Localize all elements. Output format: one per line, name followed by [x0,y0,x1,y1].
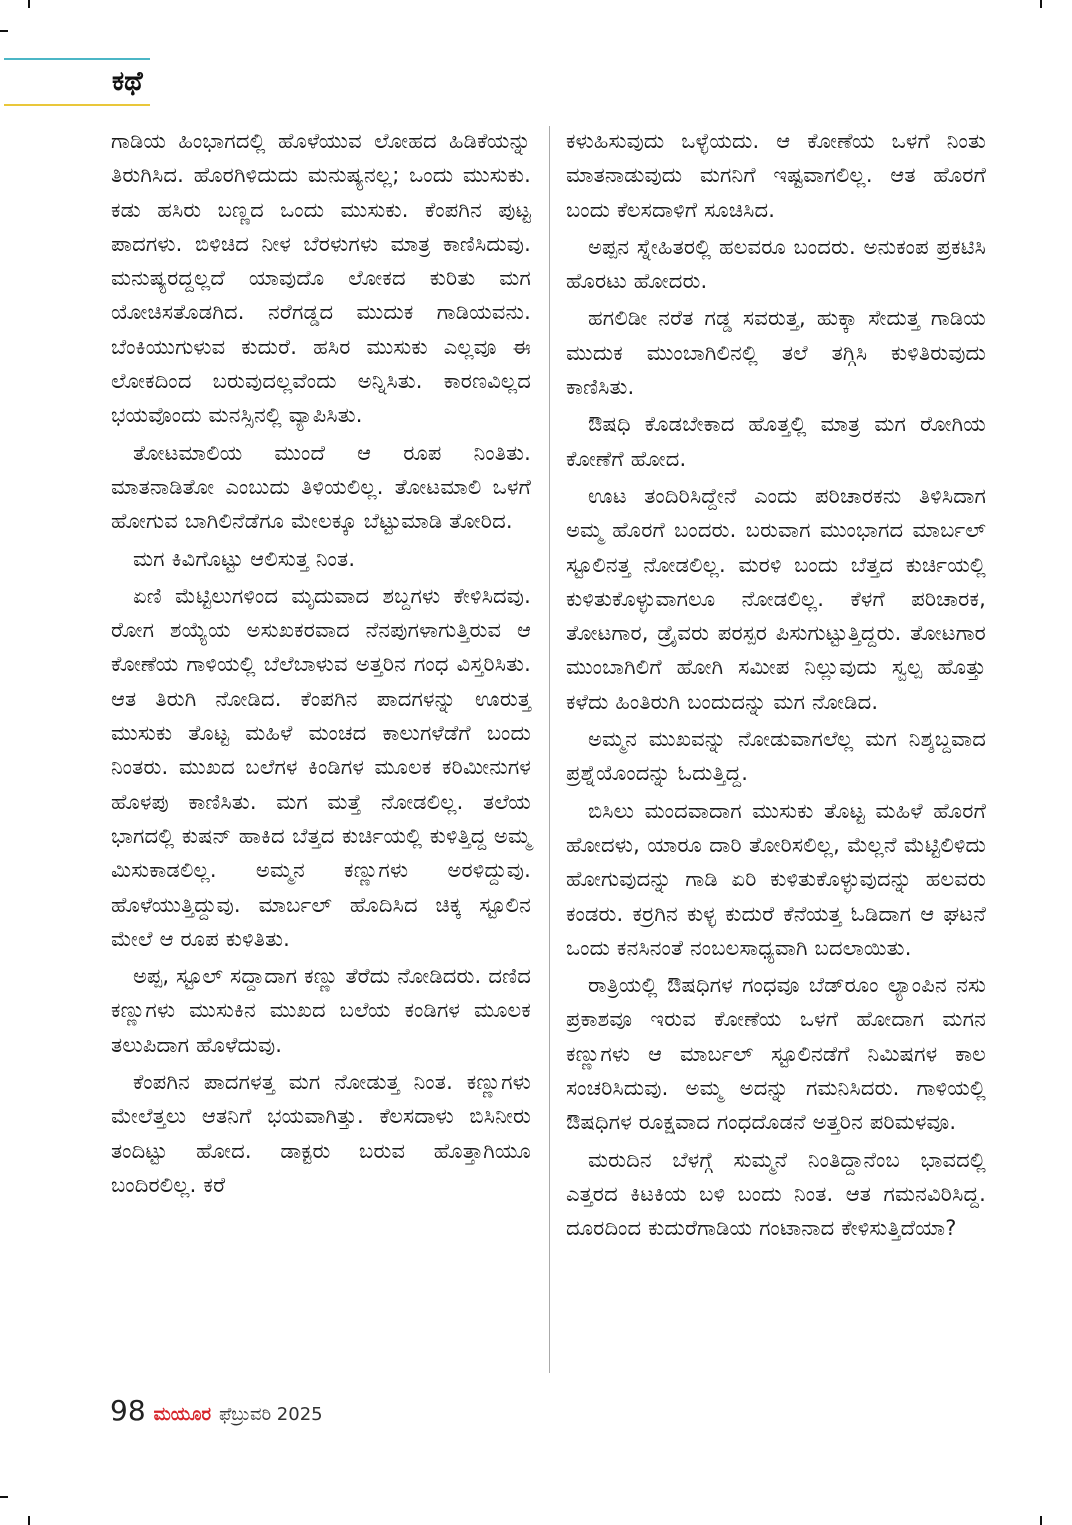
left-column [111,124,531,1205]
paragraph: ರಾತ್ರಿಯಲ್ಲಿ ಔಷಧಿಗಳ ಗಂಧವೂ ಬೆಡ್‌ರೂಂ ಲ್ಯಾಂಪಿನ ನಸು ಪ್ರಕಾಶವೂ ಇರುವ ಕೋಣೆಯ ಒಳಗೆ ಹೋದಾಗ ಮಗನ ಕಣ್ಣುಗಳು ಆ ಮಾರ್ಬಲ್ ಸ್ಟೂಲಿನಡೆಗೆ ನಿಮಿಷಗಳ ಕಾಲ ಸಂಚರಿಸಿದುವು. ಅಮ್ಮ ಅದನ್ನು ಗಮನಿಸಿದರು. ಗಾಳಿಯಲ್ಲಿ ಔಷಧಿಗಳ ರೂಕ್ಷವಾದ ಗಂಧದೊಡನೆ ಅತ್ತರಿನ ಪರಿಮಳವೂ. [566,973,986,1135]
page-footer [110,1394,323,1430]
paragraph: ಔಷಧಿ ಕೊಡಬೇಕಾದ ಹೊತ್ತಲ್ಲಿ ಮಾತ್ರ ಮಗ ರೋಗಿಯ ಕೋಣೆಗೆ ಹೋದ. [566,412,986,471]
column-divider [549,126,550,1373]
paragraph: ಅಮ್ಮನ ಮುಖವನ್ನು ನೋಡುವಾಗಲೆಲ್ಲ ಮಗ ನಿಶ್ಶಬ್ದವಾದ ಪ್ರಶ್ನೆಯೊಂದನ್ನು ಓದುತ್ತಿದ್ದ. [566,727,986,786]
paragraph: ಊಟ ತಂದಿರಿಸಿದ್ದೇನೆ ಎಂದು ಪರಿಚಾರಕನು ತಿಳಿಸಿದಾಗ ಅಮ್ಮ ಹೊರಗೆ ಬಂದರು. ಬರುವಾಗ ಮುಂಭಾಗದ ಮಾರ್ಬಲ್ ಸ್ಟೂಲಿನತ್ತ ನೋಡಲಿಲ್ಲ. ಮರಳಿ ಬಂದು ಬೆತ್ತದ ಕುರ್ಚಿಯಲ್ಲಿ ಕುಳಿತುಕೊಳ್ಳುವಾಗಲೂ ನೋಡಲಿಲ್ಲ. ಕೆಳಗೆ ಪರಿಚಾರಕ, ತೋಟಗಾರ, ಡ್ರೈವರು ಪರಸ್ಪರ ಪಿಸುಗುಟ್ಟುತ್ತಿದ್ದರು. ತೋಟಗಾರ ಮುಂಬಾಗಿಲಿಗೆ ಹೋಗಿ ಸಮೀಪ ನಿಲ್ಲುವುದು ಸ್ವಲ್ಪ ಹೊತ್ತು ಕಳೆದು ಹಿಂತಿರುಗಿ ಬಂದುದನ್ನು ಮಗ ನೋಡಿದ. [566,483,986,714]
crop-mark [0,1496,8,1498]
section-rule-top [4,58,150,60]
paragraph: ಮಗ ಕಿವಿಗೊಟ್ಟು ಆಲಿಸುತ್ತ ನಿಂತ. [133,546,356,571]
right-column [566,124,986,1249]
magazine-logo: ಮಯೂರ [153,1404,212,1425]
paragraph: ಏಣಿ ಮೆಟ್ಟಿಲುಗಳಿಂದ ಮೃದುವಾದ ಶಬ್ದಗಳು ಕೇಳಿಸಿದವು. ರೋಗ ಶಯ್ಯೆಯ ಅಸುಖಕರವಾದ ನೆನಪುಗಳಾಗುತ್ತಿರುವ ಆ ಕೋಣೆಯ ಗಾಳಿಯಲ್ಲಿ ಬೆಲೆಬಾಳುವ ಅತ್ತರಿನ ಗಂಧ ವಿಸ್ತರಿಸಿತು. ಆತ ತಿರುಗಿ ನೋಡಿದ. ಕೆಂಪಗಿನ ಪಾದಗಳನ್ನು ಊರುತ್ತ ಮುಸುಕು ತೊಟ್ಟ ಮಹಿಳೆ ಮಂಚದ ಕಾಲುಗಳೆಡೆಗೆ ಬಂದು ನಿಂತರು. ಮುಖದ ಬಲೆಗಳ ಕಿಂಡಿಗಳ ಮೂಲಕ ಕರಿಮೀನುಗಳ ಹೊಳಪು ಕಾಣಿಸಿತು. ಮಗ ಮತ್ತೆ ನೋಡಲಿಲ್ಲ. ತಲೆಯ ಭಾಗದಲ್ಲಿ ಕುಷನ್ ಹಾಕಿದ ಬೆತ್ತದ ಕುರ್ಚಿಯಲ್ಲಿ ಕುಳಿತ್ತಿದ್ದ ಅಮ್ಮ ಮಿಸುಕಾಡಲಿಲ್ಲ. ಅಮ್ಮನ ಕಣ್ಣುಗಳು ಅರಳಿದ್ದುವು. ಹೊಳೆಯುತ್ತಿದ್ದುವು. ಮಾರ್ಬಲ್ ಹೊದಿಸಿದ ಚಿಕ್ಕ ಸ್ಟೂಲಿನ ಮೇಲೆ ಆ ರೂಪ ಕುಳಿತಿತು. [111,583,531,951]
paragraph: ಗಾಡಿಯ ಹಿಂಭಾಗದಲ್ಲಿ ಹೊಳೆಯುವ ಲೋಹದ ಹಿಡಿಕೆಯನ್ನು ತಿರುಗಿಸಿದ. ಹೊರಗಿಳಿದುದು ಮನುಷ್ಯನಲ್ಲ; ಒಂದು ಮುಸುಕು. ಕಡು ಹಸಿರು ಬಣ್ಣದ ಒಂದು ಮುಸುಕು. ಕೆಂಪಗಿನ ಪುಟ್ಟ ಪಾದಗಳು. ಬಿಳಿಚಿದ ನೀಳ ಬೆರಳುಗಳು ಮಾತ್ರ ಕಾಣಿಸಿದುವು. ಮನುಷ್ಯರದ್ದಲ್ಲದೆ ಯಾವುದೊ ಲೋಕದ ಕುರಿತು ಮಗ ಯೋಚಿಸತೊಡಗಿದ. ನರೆಗಡ್ಡದ ಮುದುಕ ಗಾಡಿಯವನು. ಬೆಂಕಿಯುಗುಳುವ ಕುದುರೆ. ಹಸಿರ ಮುಸುಕು ಎಲ್ಲವೂ ಈ ಲೋಕದಿಂದ ಬರುವುದಲ್ಲವೆಂದು ಅನ್ನಿಸಿತು. ಕಾರಣವಿಲ್ಲದ ಭಯವೊಂದು ಮನಸ್ಸಿನಲ್ಲಿ ವ್ಯಾಪಿಸಿತು. [111,129,531,428]
paragraph: ಅಪ್ಪನ ಸ್ನೇಹಿತರಲ್ಲಿ ಹಲವರೂ ಬಂದರು. ಅನುಕಂಪ ಪ್ರಕಟಿಸಿ ಹೊರಟು ಹೋದರು. [566,234,986,294]
section-label: ಕಥೆ [112,66,143,97]
issue-date: ಫೆಬ್ರುವರಿ 2025 [219,1404,323,1425]
page-number: 98 [110,1394,146,1427]
paragraph: ಕೆಂಪಗಿನ ಪಾದಗಳತ್ತ ಮಗ ನೋಡುತ್ತ ನಿಂತ. ಕಣ್ಣುಗಳು ಮೇಲೆತ್ತಲು ಆತನಿಗೆ ಭಯವಾಗಿತ್ತು. ಕೆಲಸದಾಳು ಬಿಸಿನೀರು ತಂದಿಟ್ಟು ಹೋದ. ಡಾಕ್ಟರು ಬರುವ ಹೊತ್ತಾಗಿಯೂ ಬಂದಿರಲಿಲ್ಲ. ಕರೆ [111,1070,531,1197]
paragraph: ತೋಟಮಾಲಿಯ ಮುಂದೆ ಆ ರೂಪ ನಿಂತಿತು. ಮಾತನಾಡಿತೋ ಎಂಬುದು ತಿಳಿಯಲಿಲ್ಲ. ತೋಟಮಾಲಿ ಒಳಗೆ ಹೋಗುವ ಬಾಗಿಲಿನೆಡೆಗೂ ಮೇಲಕ್ಕೂ ಬೆಟ್ಟುಮಾಡಿ ತೋರಿದ. [111,440,531,534]
paragraph: ಕಳುಹಿಸುವುದು ಒಳ್ಳೆಯದು. ಆ ಕೋಣೆಯ ಒಳಗೆ ನಿಂತು ಮಾತನಾಡುವುದು ಮಗನಿಗೆ ಇಷ್ಟವಾಗಲಿಲ್ಲ. ಆತ ಹೊರಗೆ ಬಂದು ಕೆಲಸದಾಳಿಗೆ ಸೂಚಿಸಿದ. [566,129,986,222]
paragraph: ಹಗಲಿಡೀ ನರೆತ ಗಡ್ಡ ಸವರುತ್ತ, ಹುಕ್ಕಾ ಸೇದುತ್ತ ಗಾಡಿಯ ಮುದುಕ ಮುಂಬಾಗಿಲಿನಲ್ಲಿ ತಲೆ ತಗ್ಗಿಸಿ ಕುಳಿತಿರುವುದು ಕಾಣಿಸಿತು. [566,306,986,400]
paragraph: ಅಪ್ಪ, ಸ್ಟೂಲ್ ಸದ್ದಾದಾಗ ಕಣ್ಣು ತೆರೆದು ನೋಡಿದರು. ದಣಿದ ಕಣ್ಣುಗಳು ಮುಸುಕಿನ ಮುಖದ ಬಲೆಯ ಕಂಡಿಗಳ ಮೂಲಕ ತಲುಪಿದಾಗ ಹೊಳೆದುವು. [111,964,531,1057]
section-rule-bottom [4,104,150,106]
crop-mark [28,1516,30,1525]
paragraph: ಮರುದಿನ ಬೆಳಗ್ಗೆ ಸುಮ್ಮನೆ ನಿಂತಿದ್ದಾನೆಂಬ ಭಾವದಲ್ಲಿ ಎತ್ತರದ ಕಿಟಕಿಯ ಬಳಿ ಬಂದು ನಿಂತ. ಆತ ಗಮನವಿರಿಸಿದ್ದ. ದೂರದಿಂದ ಕುದುರೆಗಾಡಿಯ ಗಂಟಾನಾದ ಕೇಳಿಸುತ್ತಿದೆಯಾ? [566,1147,986,1241]
crop-mark [0,30,8,32]
crop-mark [1040,0,1042,8]
paragraph: ಬಿಸಿಲು ಮಂದವಾದಾಗ ಮುಸುಕು ತೊಟ್ಟ ಮಹಿಳೆ ಹೊರಗೆ ಹೋದಳು, ಯಾರೂ ದಾರಿ ತೋರಿಸಲಿಲ್ಲ, ಮೆಲ್ಲನೆ ಮೆಟ್ಟಿಲಿಳಿದು ಹೋಗುವುದನ್ನು ಗಾಡಿ ಏರಿ ಕುಳಿತುಕೊಳ್ಳುವುದನ್ನು ಹಲವರು ಕಂಡರು. ಕರ್ರಗಿನ ಕುಳ್ಳ ಕುದುರೆ ಕೆನೆಯತ್ತ ಓಡಿದಾಗ ಆ ಘಟನೆ ಒಂದು ಕನಸಿನಂತೆ ನಂಬಲಸಾಧ್ಯವಾಗಿ ಬದಲಾಯಿತು. [566,798,986,960]
crop-mark [1040,1516,1042,1525]
crop-mark [28,0,30,8]
